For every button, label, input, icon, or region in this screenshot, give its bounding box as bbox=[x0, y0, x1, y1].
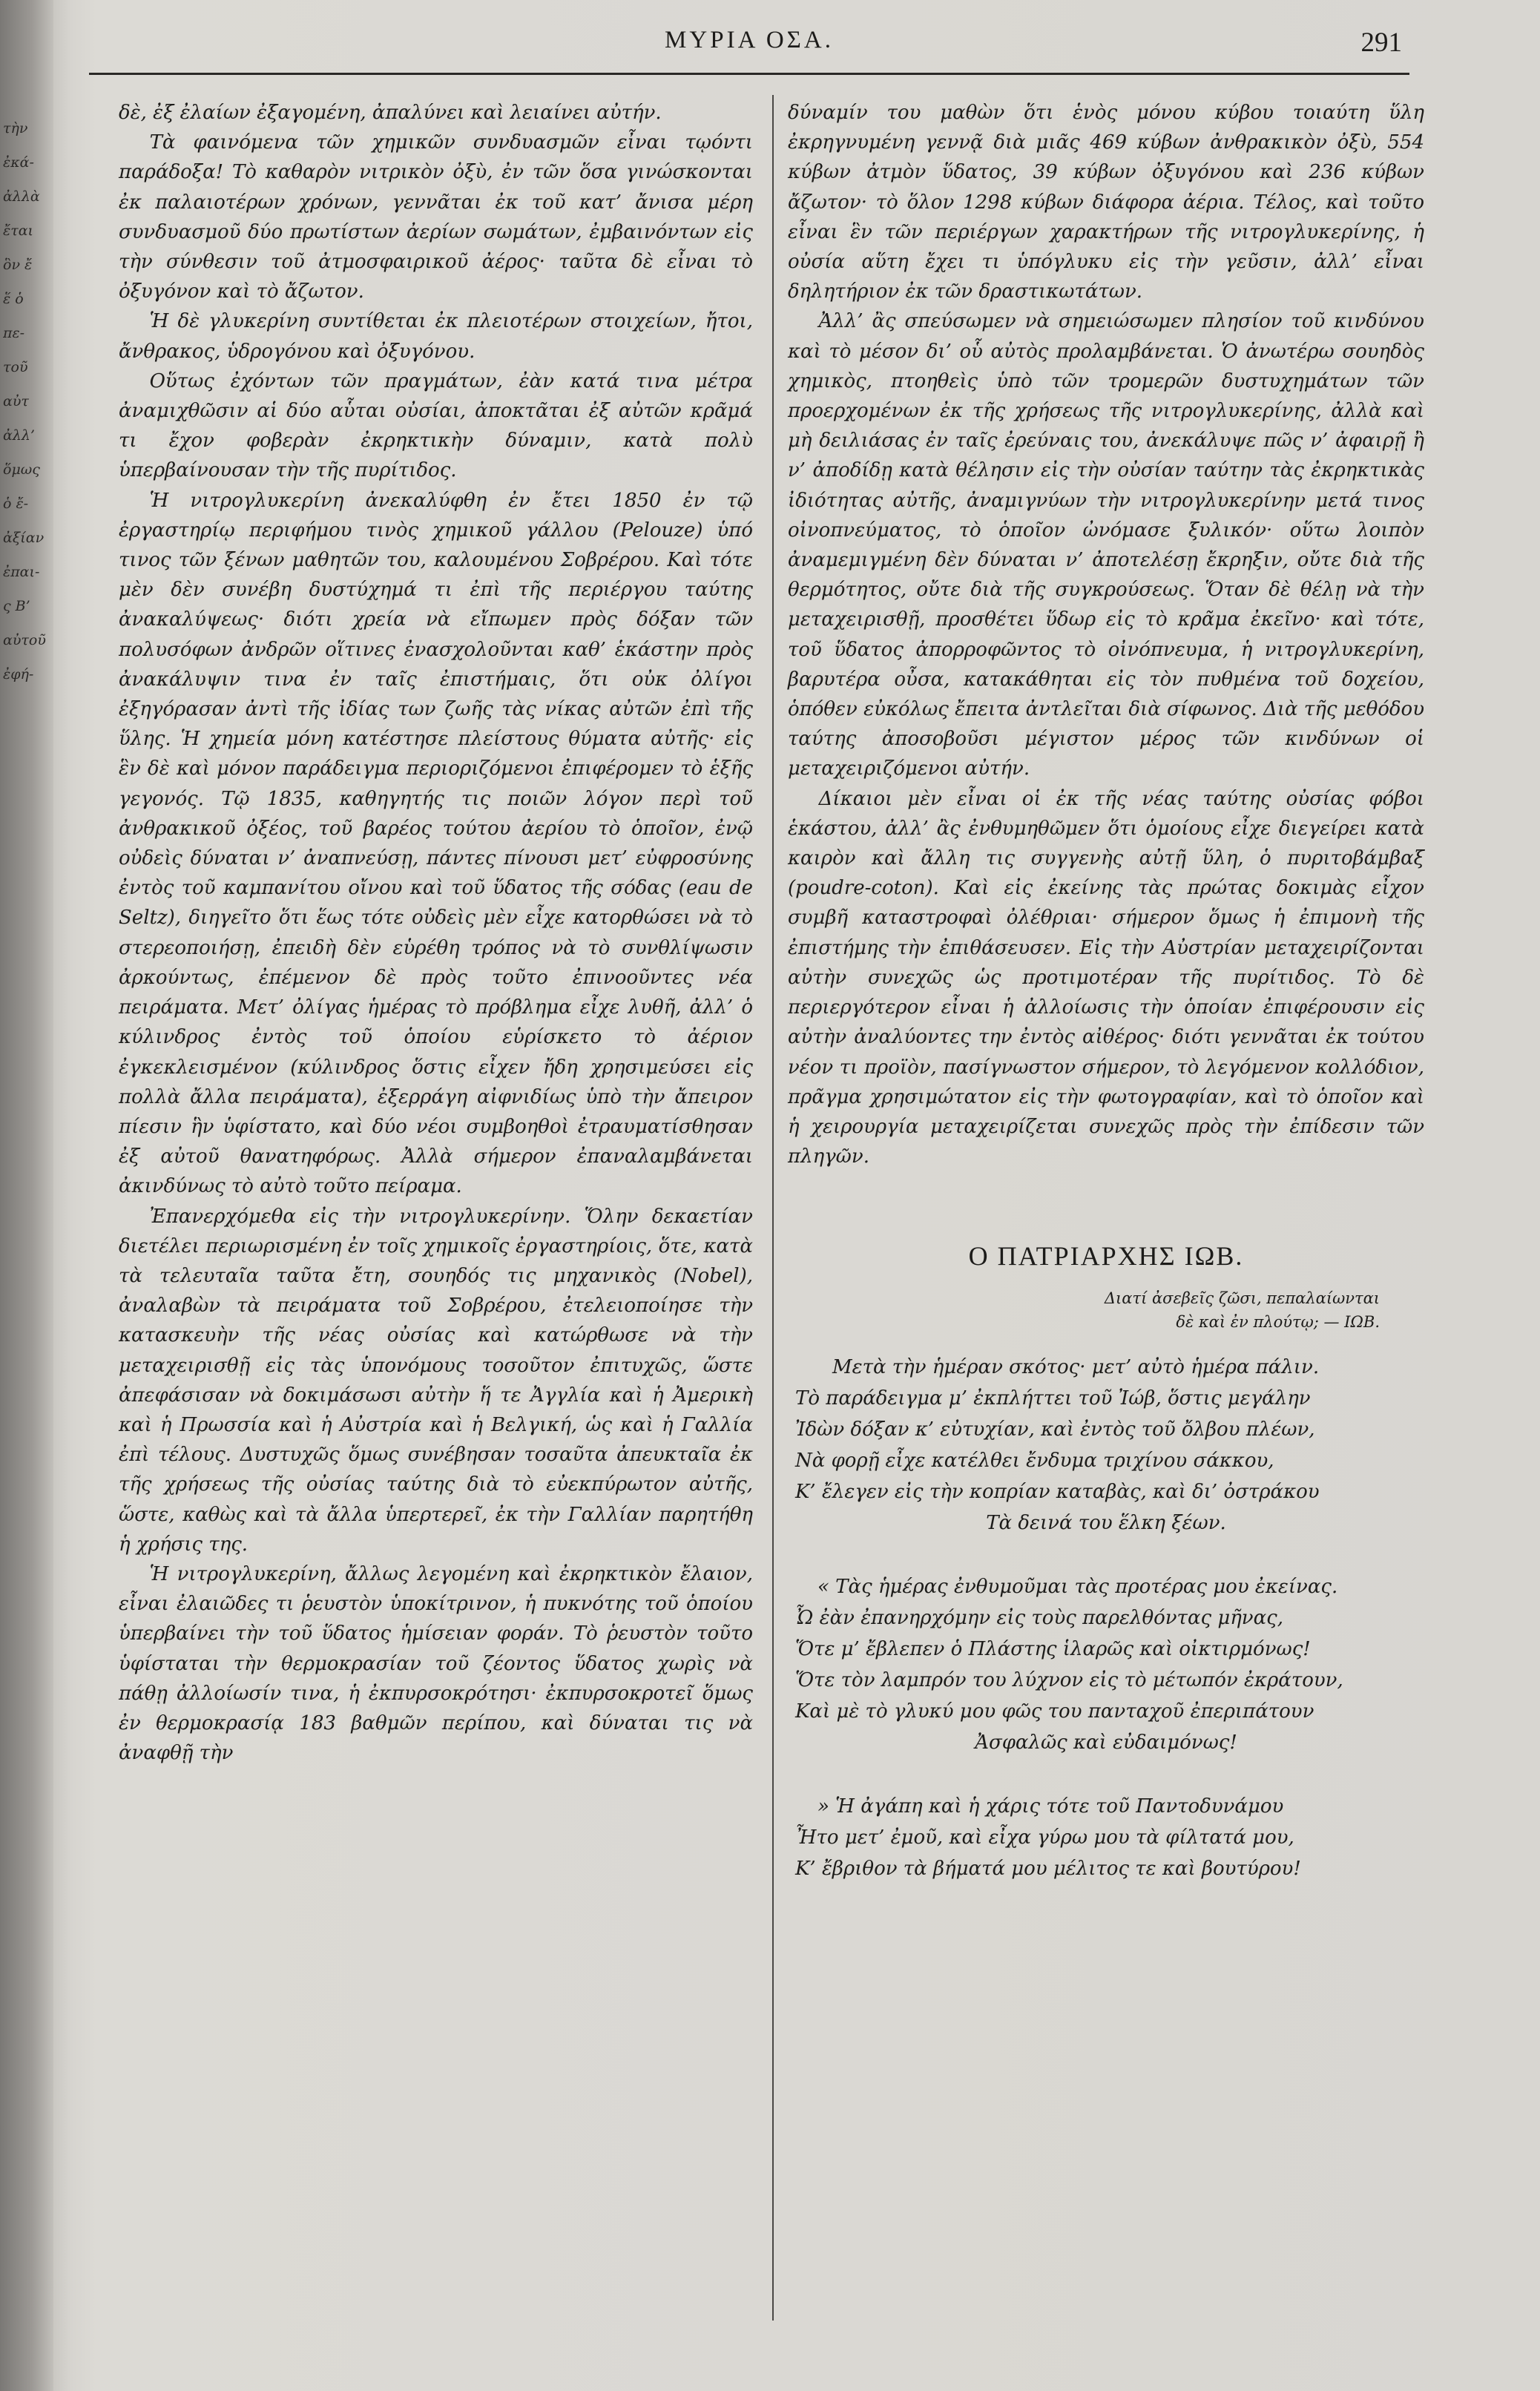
fragment: ἀλλὰ bbox=[3, 188, 40, 205]
poem-line: Μετὰ τὴν ἡμέραν σκότος· μετ’ αὐτὸ ἡμέρα πάλιν. bbox=[832, 1355, 1320, 1378]
fragment: τοῦ bbox=[3, 359, 28, 375]
paragraph: Τὰ φαινόμενα τῶν χημικῶν συνδυασμῶν εἶναι τῳόντι παράδοξα! Τὸ καθαρὸν νιτρικὸν ὀξὺ, ἐν τῶν ὅσα γινώσκονται ἐκ παλαιοτέρων χρόνων, γεννᾶται ἐκ τοῦ κατ’ ἄνισα μέρη συνδυασμοῦ δύο πρωτίστων ἀερίων σωμάτων, ἐμβαινόντων εἰς τὴν σύνθεσιν τοῦ ἀτμοσφαιρικοῦ ἀέρος· ταῦτα δὲ εἶναι τὸ ὀξυγόνον καὶ τὸ ἄζωτον. bbox=[119, 131, 753, 303]
fragment: ἀξίαν bbox=[3, 530, 45, 546]
right-column bbox=[788, 98, 1424, 1884]
paragraph: Δίκαιοι μὲν εἶναι οἱ ἐκ τῆς νέας ταύτης οὐσίας φόβοι ἑκάστου, ἀλλ’ ἂς ἐνθυμηθῶμεν ὅτι ὁμοίους εἶχε διεγείρει κατὰ καιρὸν καὶ ἄλλη τις συγγενὴς αὐτῇ ὕλη, ὁ πυριτοβάμβαξ (poudre-coton). Καὶ εἰς ἐκείνης τὰς πρώτας δοκιμὰς εἶχον συμβῆ καταστροφαὶ ὀλέθριαι· σήμερον ὅμως ἡ ἐπιμονὴ τῆς ἐπιστήμης τὴν ἐπιθάσευσεν. Εἰς τὴν Αὐστρίαν μεταχειρίζονται αὐτὴν συνεχῶς ὡς προτιμοτέραν τῆς πυρίτιδος. Τὸ δὲ περιεργότερον εἶναι ἡ ἀλλοίωσις τὴν ὁποίαν ἐπιφέρουσιν εἰς αὐτὴν ἀναλύοντες την ἐντὸς αἰθέρος· διότι γεννᾶται ἐκ τούτου νέον τι προϊὸν, πασίγνωστον σήμερον, τὸ λεγόμενον κολλόδιον, πρᾶγμα χρησιμώτατον εἰς τὴν φωτογραφίαν, καὶ τὸ ὁποῖον καὶ ἡ χειρουργία μεταχειρίζεται συνεχῶς πρὸς τὴν ἐπίδεσιν τῶν πληγῶν. bbox=[788, 787, 1424, 1168]
paragraph: Οὕτως ἐχόντων τῶν πραγμάτων, ἐὰν κατά τινα μέτρα ἀναμιχθῶσιν αἱ δύο αὗται οὐσίαι, ἀποκτᾶται ἐξ αὐτῶν κρᾶμά τι ἔχον φοβερὰν ἐκρηκτικὴν δύναμιν, κατὰ πολὺ ὑπερβαίνουσαν τὴν τῆς πυρίτιδος. bbox=[119, 369, 753, 482]
page-number: 291 bbox=[1360, 27, 1402, 58]
fragment: τὴν bbox=[3, 120, 28, 137]
fragment: ς Β’ bbox=[3, 598, 30, 614]
poem-line: Καὶ μὲ τὸ γλυκύ μου φῶς του πανταχοῦ ἐπεριπάτουν bbox=[795, 1700, 1314, 1723]
fragment: ὁ ἔ- bbox=[3, 496, 29, 512]
fragment: ὅμως bbox=[3, 461, 40, 478]
page-header bbox=[96, 22, 1402, 67]
left-column bbox=[119, 98, 753, 1768]
poem-title: Ο ΠΑΤΡΙΑΡΧΗΣ ΙΩΒ. bbox=[968, 1241, 1244, 1272]
fragment: ἔται bbox=[3, 223, 33, 239]
paragraph: Ἀλλ’ ἂς σπεύσωμεν νὰ σημειώσωμεν πλησίον τοῦ κινδύνου καὶ τὸ μέσον δι’ οὗ αὐτὸς προλαμβάνεται. Ὁ ἀνωτέρω σουηδὸς χημικὸς, πτοηθεὶς ὑπὸ τῶν τρομερῶν δυστυχημάτων τῶν προερχομένων ἐκ τῆς χρήσεως τῆς νιτρογλυκερίνης, ἀλλὰ καὶ μὴ δειλιάσας ἐν ταῖς ἐρεύναις του, ἀνεκάλυψε πῶς ν’ ἀφαιρῇ ἢ ν’ ἀποδίδῃ κατὰ θέλησιν εἰς τὴν οὐσίαν ταύτην τὰς ἐκρηκτικὰς ἰδιότητας αὐτῆς, ἀναμιγνύων τὴν νιτρογλυκερίνην μετά τινος οἰνοπνεύματος, τὸ ὁποῖον ὠνόμασε ξυλικόν· οὕτω λοιπὸν ἀναμεμιγμένη δὲν δύναται ν’ ἀποτελέσῃ ἔκρηξιν, οὔτε διὰ τῆς θερμότητος, οὔτε διὰ τῆς συγκρούσεως. Ὅταν δὲ θέλῃ νὰ τὴν μεταχειρισθῇ, προσθέτει ὕδωρ εἰς τὸ κρᾶμα ἐκεῖνο· καὶ τότε, τοῦ ὕδατος ἀπορροφῶντος τὸ οἰνόπνευμα, ἡ νιτρογλυκερίνη, βαρυτέρα οὖσα, κατακάθηται εἰς τὸν πυθμένα τοῦ δοχείου, ὁπόθεν εὐκόλως ἔπειτα ἀντλεῖται διὰ σίφωνος. Διὰ τῆς μεθόδου ταύτης ἀποσοβοῦσι μέγιστον μέρος τῶν κινδύνων οἱ μεταχειριζόμενοι αὐτήν. bbox=[788, 310, 1424, 780]
poem-line: Κ’ ἔβριθον τὰ βήματά μου μέλιτος τε καὶ βουτύρου! bbox=[795, 1857, 1301, 1880]
column-divider bbox=[772, 95, 774, 2321]
paragraph: Ἡ νιτρογλυκερίνη ἀνεκαλύφθη ἐν ἔτει 1850 ἐν τῷ ἐργαστηρίῳ περιφήμου τινὸς χημικοῦ γάλλου (Pelouze) ὑπό τινος τῶν ξένων μαθητῶν του, καλουμένου Σοβρέρου. Καὶ τότε μὲν δὲν συνέβη δυστύχημά τι ἐπὶ τῆς περιέργου ταύτης ἀνακαλύψεως· διότι χρεία νὰ εἴπωμεν πρὸς δόξαν τῶν πολυσόφων ἀνδρῶν οἵτινες ἐνασχολοῦνται καθ’ ἑκάστην πρὸς ἀνακάλυψιν τινα ἐν ταῖς ἐπιστήμαις, ὅτι οὐκ ὀλίγοι ἐξηγόρασαν ἀντὶ τῆς ἰδίας των ζωῆς τὰς νίκας αὐτῶν ἐπὶ τῆς ὕλης. Ἡ χημεία μόνη κατέστησε πλείστους θύματα αὐτῆς· εἰς ἓν δὲ καὶ μόνον παράδειγμα περιοριζόμενοι ἐπιφέρομεν τὸ ἑξῆς γεγονός. Τῷ 1835, καθηγητής τις ποιῶν λόγον περὶ τοῦ ἀνθρακικοῦ ὀξέος, τοῦ βαρέος τούτου ἀερίου τὸ ὁποῖον, ἐνῷ οὐδεὶς δύναται ν’ ἀναπνεύσῃ, πάντες πίνουσι μετ’ εὐφροσύνης ἐντὸς τοῦ καμπανίτου οἴνου καὶ τοῦ ὕδατος τῆς σόδας (eau de Seltz), διηγεῖτο ὅτι ἕως τότε οὐδεὶς μὲν εἶχε κατορθώσει νὰ τὸ στερεοποιήσῃ, ἐπειδὴ δὲν εὑρέθη τρόπος νὰ τὸ συνθλίψωσιν ἀρκούντως, ἐπέμενον δὲ πρὸς τοῦτο ἐπινοοῦντες νέα πειράματα. Μετ’ ὀλίγας ἡμέρας τὸ πρόβλημα εἶχε λυθῆ, ἀλλ’ ὁ κύλινδρος ἐντὸς τοῦ ὁποίου εὑρίσκετο τὸ ἀέριον ἐγκεκλεισμένον (κύλινδρος ὅστις εἶχεν ἤδη χρησιμεύσει εἰς πολλὰ ἄλλα πειράματα), ἐξερράγη αἰφνιδίως ὑπὸ τὴν ἄπειρον πίεσιν ἣν ὑφίστατο, καὶ δύο νέοι συμβοηθοὶ ἐτραυματίσθησαν ἐξ αὐτοῦ θανατηφόρως. Ἀλλὰ σήμερον ἐπαναλαμβάνεται ἀκινδύνως τὸ αὐτὸ τοῦτο πείραμα. bbox=[119, 489, 753, 1198]
poem-line: Ἦτο μετ’ ἐμοῦ, καὶ εἶχα γύρω μου τὰ φίλτατά μου, bbox=[795, 1826, 1294, 1849]
fragment: ἀλλ’ bbox=[3, 427, 35, 444]
paragraph: Ἡ νιτρογλυκερίνη, ἄλλως λεγομένη καὶ ἐκρηκτικὸν ἔλαιον, εἶναι ἐλαιῶδες τι ῥευστὸν ὑποκίτρινον, ἡ πυκνότης τοῦ ὁποίου ὑπερβαίνει τὴν τοῦ ὕδατος ἡμίσειαν φοράν. Τὸ ῥευστὸν τοῦτο ὑφίσταται τὴν θερμοκρασίαν τοῦ ζέοντος ὕδατος χωρὶς νὰ πάθῃ ἀλλοίωσίν τινα, ἡ ἐκπυρσοκρότησι· ἐκπυρσοκροτεῖ ὅμως ἐν θερμοκρασίᾳ 183 βαθμῶν περίπου, καὶ δύναται τις νὰ ἀναφθῇ τὴν bbox=[119, 1562, 753, 1765]
poem-line: Τὸ παράδειγμα μ’ ἐκπλήττει τοῦ Ἰώβ, ὅστις μεγάλην bbox=[795, 1387, 1311, 1410]
poem-line: » Ἡ ἀγάπη καὶ ἡ χάρις τότε τοῦ Παντοδυνάμου bbox=[817, 1795, 1284, 1818]
header-rule bbox=[89, 73, 1409, 75]
paragraph: Ἐπανερχόμεθα εἰς τὴν νιτρογλυκερίνην. Ὅλην δεκαετίαν διετέλει περιωρισμένη ἐν τοῖς χημικοῖς ἐργαστηρίοις, ὅτε, κατὰ τὰ τελευταῖα ταῦτα ἔτη, σουηδός τις μηχανικὸς (Nobel), ἀναλαβὼν τὰ πειράματα τοῦ Σοβρέρου, ἐτελειοποίησε τὴν κατασκευὴν τῆς νέας οὐσίας καὶ κατώρθωσε νὰ τὴν μεταχειρισθῇ εἰς τὰς ὑπονόμους τοσοῦτον ἐπιτυχῶς, ὥστε ἀπεφάσισαν νὰ δοκιμάσωσι αὐτὴν ἥ τε Ἀγγλία καὶ ἡ Ἀμερικὴ καὶ ἡ Πρωσσία καὶ ἡ Αὐστρία καὶ ἡ Βελγική, ὡς καὶ ἡ Γαλλία ἐπὶ τέλους. Δυστυχῶς ὅμως συνέβησαν τοσαῦτα ἀπευκταῖα ἐκ τῆς χρήσεως τῆς οὐσίας ταύτης διὰ τὸ εὐεκπύρωτον αὐτῆς, ὥστε, καθὼς καὶ τὰ ἄλλα ὑπερτερεῖ, ἐκ τὴν Γαλλίαν παρητήθη ἡ χρήσις της. bbox=[119, 1205, 753, 1556]
poem-line: Ὦ ἐὰν ἐπανηρχόμην εἰς τοὺς παρελθόντας μῆνας, bbox=[795, 1606, 1283, 1629]
fragment: ἐκά- bbox=[3, 154, 34, 171]
facing-page-edge bbox=[0, 0, 53, 2391]
epigraph-line: δὲ καὶ ἐν πλούτῳ; — ΙΩΒ. bbox=[1176, 1312, 1380, 1331]
poem-line: Ἰδὼν δόξαν κ’ εὐτυχίαν, καὶ ἐντὸς τοῦ ὄλβου πλέων, bbox=[795, 1418, 1315, 1441]
paragraph: Ἡ δὲ γλυκερίνη συντίθεται ἐκ πλειοτέρων στοιχείων, ἤτοι, ἄνθρακος, ὑδρογόνου καὶ ὀξυγόνου. bbox=[119, 310, 753, 363]
fragment: ἐφή- bbox=[3, 666, 34, 683]
fragment: αὐτ bbox=[3, 393, 29, 410]
poem-line: Τὰ δεινά του ἕλκη ξέων. bbox=[986, 1511, 1226, 1534]
fragment: πε- bbox=[3, 325, 25, 341]
fragment: ἕ ὁ bbox=[3, 291, 24, 307]
fragment: ἐπαι- bbox=[3, 564, 40, 580]
poem-epigraph bbox=[788, 1286, 1424, 1334]
facing-page-fragments bbox=[3, 111, 47, 1669]
poem-line: Ὅτε τὸν λαμπρόν του λύχνον εἰς τὸ μέτωπόν ἐκράτουν, bbox=[795, 1668, 1343, 1691]
poem-stanza-3 bbox=[788, 1791, 1424, 1884]
poem-line: Ὅτε μ’ ἔβλεπεν ὁ Πλάστης ἱλαρῶς καὶ οἰκτιρμόνως! bbox=[795, 1637, 1311, 1660]
fragment: ὃν ἔ bbox=[3, 257, 33, 273]
running-head: ΜΥΡΙΑ ΟΣΑ. bbox=[665, 27, 834, 53]
fragment: αὐτοῦ bbox=[3, 632, 46, 648]
poem-line: Νὰ φορῇ εἶχε κατέλθει ἔνδυμα τριχίνου σάκκου, bbox=[795, 1449, 1274, 1472]
poem-line: Κ’ ἔλεγεν εἰς τὴν κοπρίαν καταβὰς, καὶ δι’ ὀστράκου bbox=[795, 1480, 1320, 1503]
poem-line: Ἀσφαλῶς καὶ εὐδαιμόνως! bbox=[975, 1731, 1237, 1754]
poem-line: « Τὰς ἡμέρας ἐνθυμοῦμαι τὰς προτέρας μου ἐκείνας. bbox=[817, 1575, 1338, 1598]
paragraph: δύναμίν του μαθὼν ὅτι ἑνὸς μόνου κύβου τοιαύτη ὕλη ἐκρηγνυμένη γεννᾷ διὰ μιᾶς 469 κύβων ἀνθρακικὸν ὀξὺ, 554 κύβων ἀτμὸν ὕδατος, 39 κύβων ὀξυγόνου καὶ 236 κύβων ἄζωτον· τὸ ὅλον 1298 κύβων διάφορα ἀέρια. Τέλος, καὶ τοῦτο εἶναι ἓν τῶν περιέργων χαρακτήρων τῆς νιτρογλυκερίνης, ἡ οὐσία αὕτη ἔχει τι ὑπόγλυκυ εἰς τὴν γεῦσιν, ἀλλ’ εἶναι δηλητήριον ἐκ τῶν δραστικωτάτων. bbox=[788, 102, 1424, 303]
epigraph-line: Διατί ἀσεβεῖς ζῶσι, πεπαλαίωνται bbox=[1104, 1289, 1380, 1307]
poem-stanza-2 bbox=[788, 1571, 1424, 1758]
poem-stanza-1 bbox=[788, 1352, 1424, 1539]
paragraph: δὲ, ἐξ ἐλαίων ἐξαγομένη, ἀπαλύνει καὶ λειαίνει αὐτήν. bbox=[119, 102, 662, 124]
